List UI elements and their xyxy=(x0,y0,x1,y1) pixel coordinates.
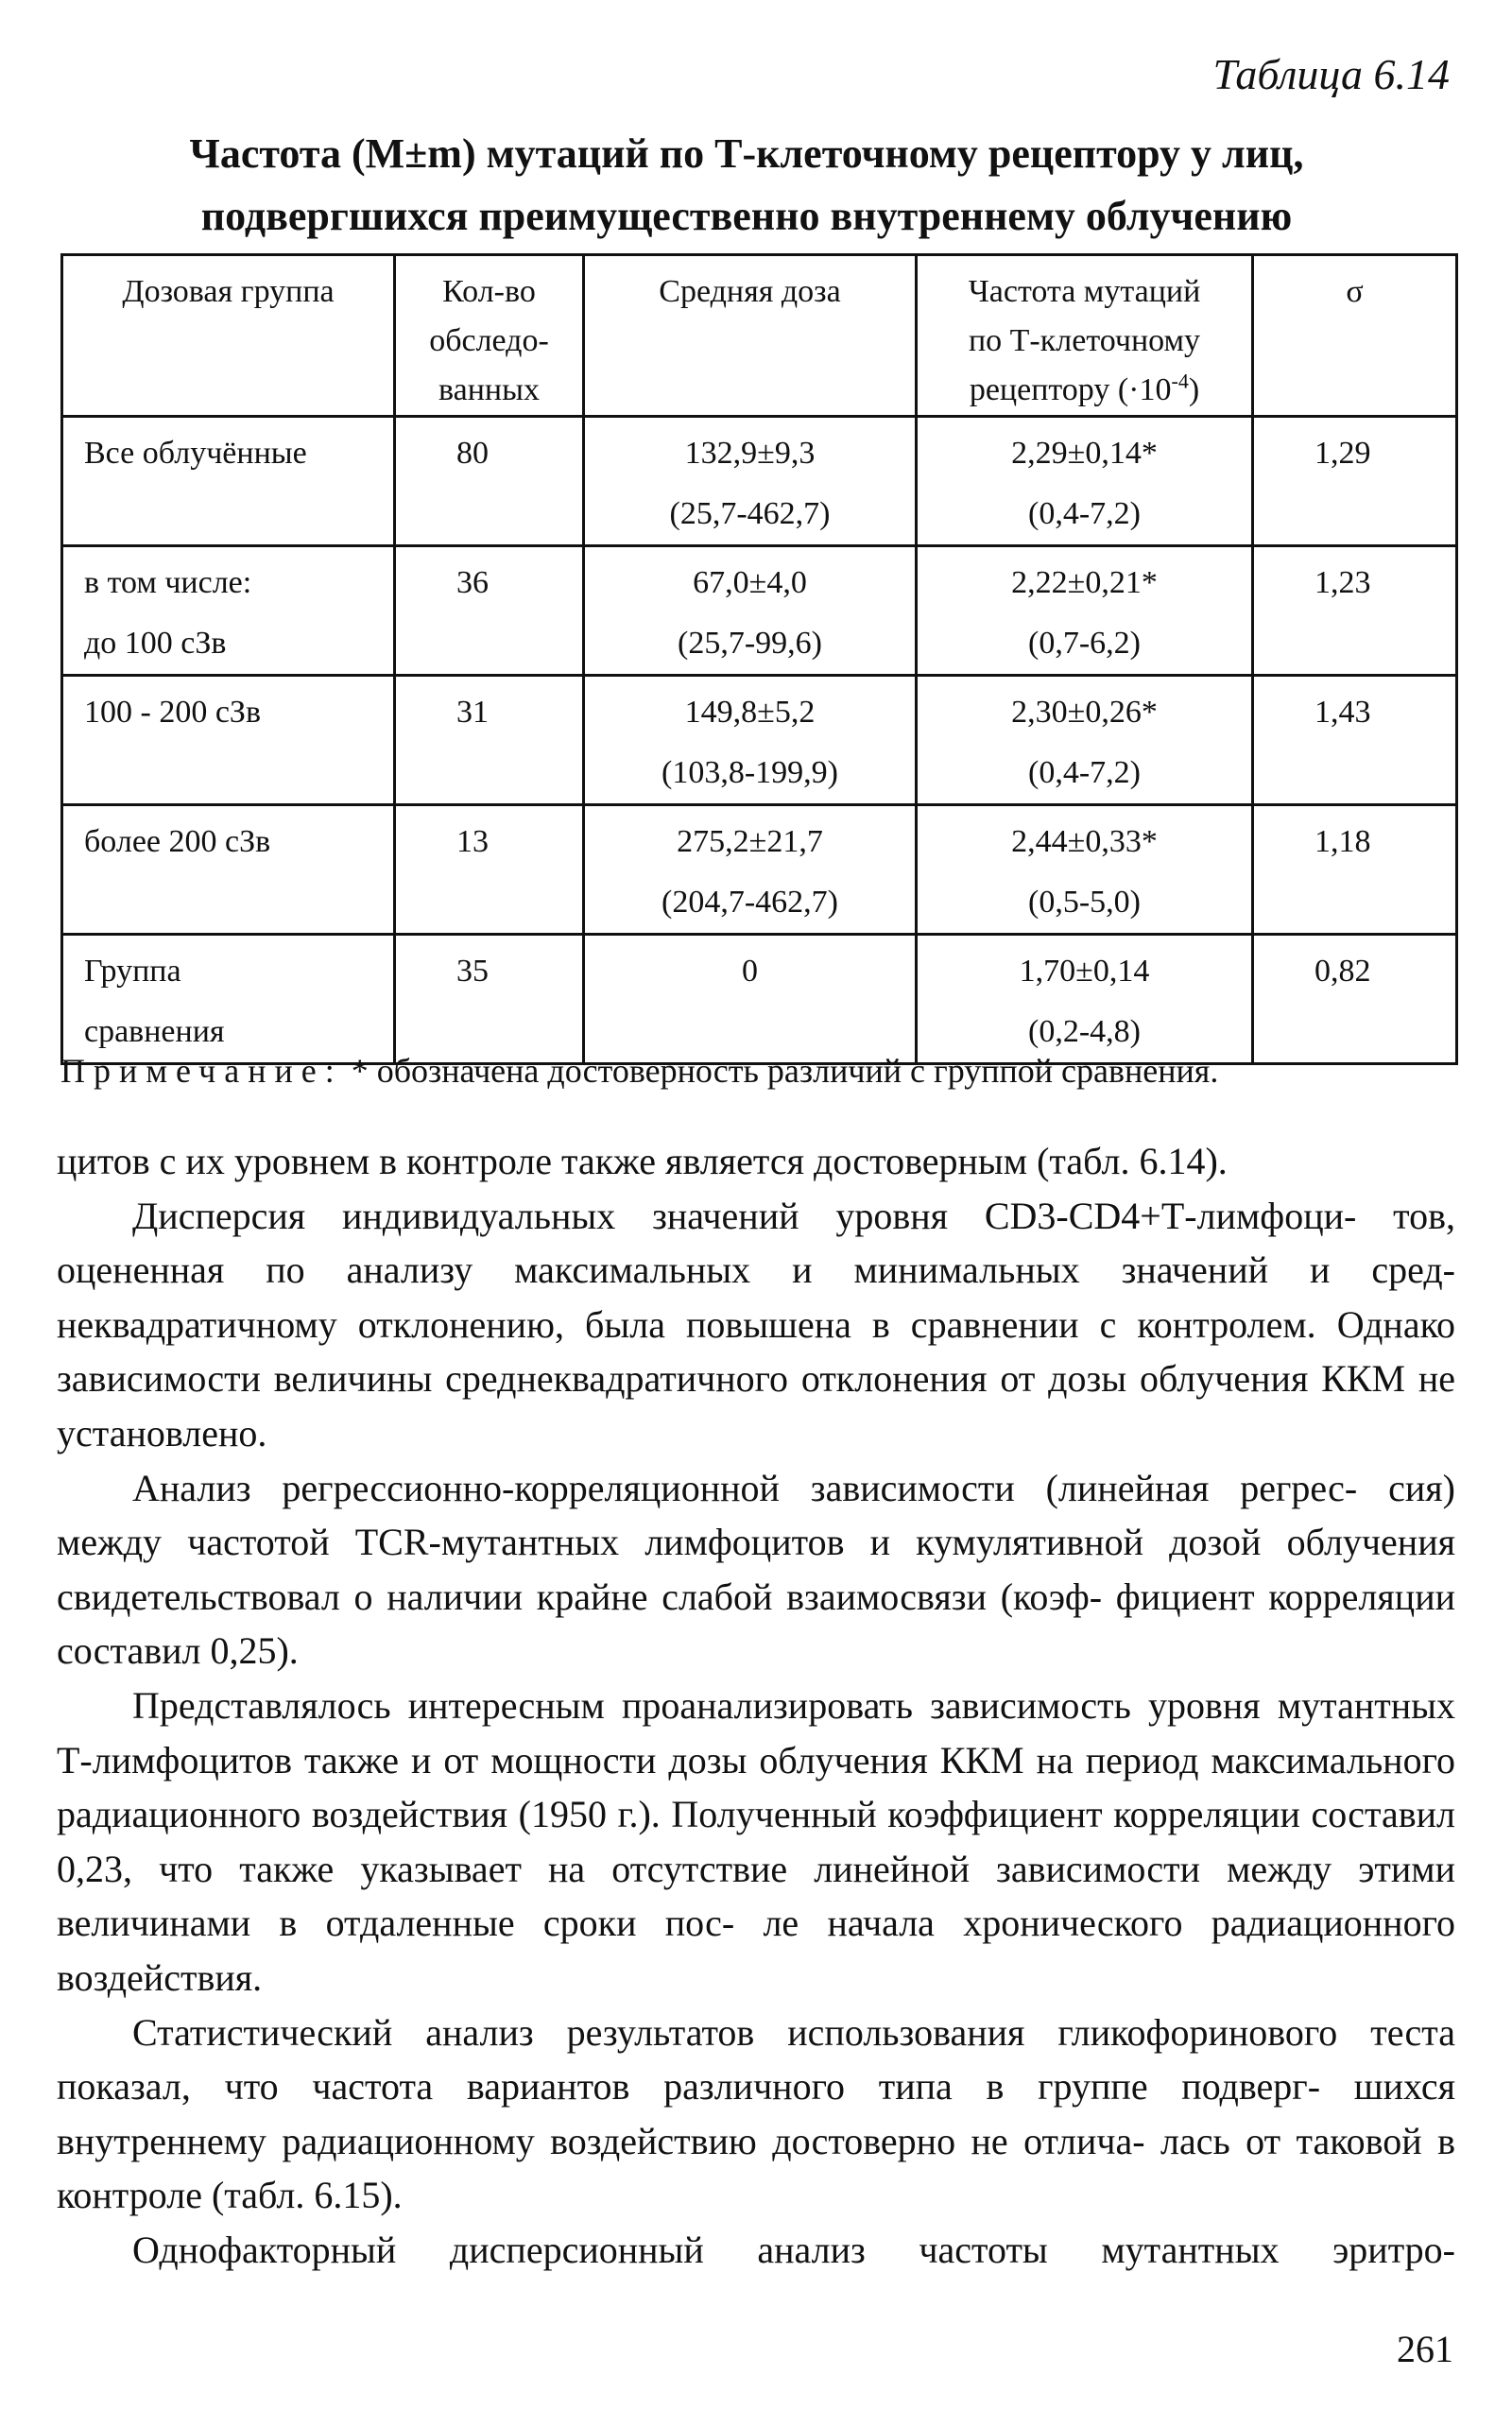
header-dose-group: Дозовая группа xyxy=(62,255,395,417)
table-header-row xyxy=(62,255,1457,417)
cell-group: Группа сравнения xyxy=(62,935,395,1064)
cell-sigma: 0,82 xyxy=(1253,935,1457,1064)
cell-sigma: 1,23 xyxy=(1253,546,1457,676)
paragraph: Представлялось интересным проанализировать зависимость уровня мутантных Т-лимфоцитов также и от мощности дозы облучения ККМ на период максимального радиационного воздействия (1950 г.). Полученный коэффициент корреляции составил 0,23, что также указывает на отсутствие линейной зависимости между этими величинами в отдаленные сроки пос- ле начала хронического радиационного воздействия. xyxy=(57,1683,1456,1999)
table-row xyxy=(62,417,1457,546)
table-caption-label: Таблица 6.14 xyxy=(1212,50,1450,98)
cell-sigma: 1,18 xyxy=(1253,805,1457,935)
body-text xyxy=(57,1134,1455,2277)
header-mutation-frequency: Частота мутаций по Т-клеточному рецептору $(\cdot 10^{-4})$ xyxy=(917,255,1253,417)
mutation-frequency-table xyxy=(60,253,1458,1065)
note-text: * обозначена достоверность различий с группой сравнения. xyxy=(342,1052,1219,1090)
cell-dose: 0 xyxy=(584,935,917,1064)
note-label: Примечание: xyxy=(60,1052,343,1090)
cell-dose: 67,0±4,0 (25,7-99,6) xyxy=(584,546,917,676)
cell-dose: 275,2±21,7 (204,7-462,7) xyxy=(584,805,917,935)
paragraph: Дисперсия индивидуальных значений уровня CD3-CD4+Т-лимфоци- тов, оцененная по анализу максимальных и минимальных значений и сред- неквадратичному отклонению, была повышена в сравнении с контролем. Однако зависимости величины среднеквадратичного отклонения от дозы облучения ККМ не установлено. xyxy=(57,1194,1456,1455)
paragraph: Анализ регрессионно-корреляционной зависимости (линейная регрес- сия) между частотой TCR-мутантных лимфоцитов и кумулятивной дозой облучения свидетельствовал о наличии крайне слабой взаимосвязи (коэф- фициент корреляции составил 0,25). xyxy=(57,1466,1456,1673)
table-row xyxy=(62,935,1457,1064)
cell-dose: 132,9±9,3 (25,7-462,7) xyxy=(584,417,917,546)
cell-group: в том числе: до 100 сЗв xyxy=(62,546,395,676)
table-row xyxy=(62,546,1457,676)
cell-count: 13 xyxy=(395,805,584,935)
paragraph: цитов с их уровнем в контроле также является достоверным (табл. 6.14). xyxy=(57,1140,1228,1182)
paragraph: Однофакторный дисперсионный анализ частоты мутантных эритро- xyxy=(132,2228,1455,2271)
cell-count: 31 xyxy=(395,676,584,805)
cell-count: 36 xyxy=(395,546,584,676)
table-note xyxy=(60,1051,1455,1091)
cell-frequency: 1,70±0,14 (0,2-4,8) xyxy=(917,935,1253,1064)
table-title-line: подвергшихся преимущественно внутреннему облучению xyxy=(200,193,1293,239)
cell-count: 80 xyxy=(395,417,584,546)
cell-count: 35 xyxy=(395,935,584,1064)
cell-frequency: 2,22±0,21* (0,7-6,2) xyxy=(917,546,1253,676)
header-mean-dose: Средняя доза xyxy=(584,255,917,417)
cell-dose: 149,8±5,2 (103,8-199,9) xyxy=(584,676,917,805)
header-sigma: σ xyxy=(1253,255,1457,417)
cell-group: более 200 сЗв xyxy=(62,805,395,935)
cell-sigma: 1,43 xyxy=(1253,676,1457,805)
table-title-line: Частота (M±m) мутаций по Т-клеточному рецептору у лиц, xyxy=(189,130,1304,177)
table-row xyxy=(62,805,1457,935)
header-examined-count: Кол-во обследо- ванных xyxy=(395,255,584,417)
table-row xyxy=(62,676,1457,805)
page-number: 261 xyxy=(1397,2328,1453,2370)
cell-sigma: 1,29 xyxy=(1253,417,1457,546)
cell-group: Все облучённые xyxy=(62,417,395,546)
paragraph: Статистический анализ результатов использования гликофоринового теста показал, что частота вариантов различного типа в группе подверг- шихся внутреннему радиационному воздействию достоверно не отлича- лась от таковой в контроле (табл. 6.15). xyxy=(57,2010,1455,2217)
cell-frequency: 2,44±0,33* (0,5-5,0) xyxy=(917,805,1253,935)
table-title xyxy=(85,123,1408,248)
cell-frequency: 2,29±0,14* (0,4-7,2) xyxy=(917,417,1253,546)
cell-group: 100 - 200 сЗв xyxy=(62,676,395,805)
cell-frequency: 2,30±0,26* (0,4-7,2) xyxy=(917,676,1253,805)
